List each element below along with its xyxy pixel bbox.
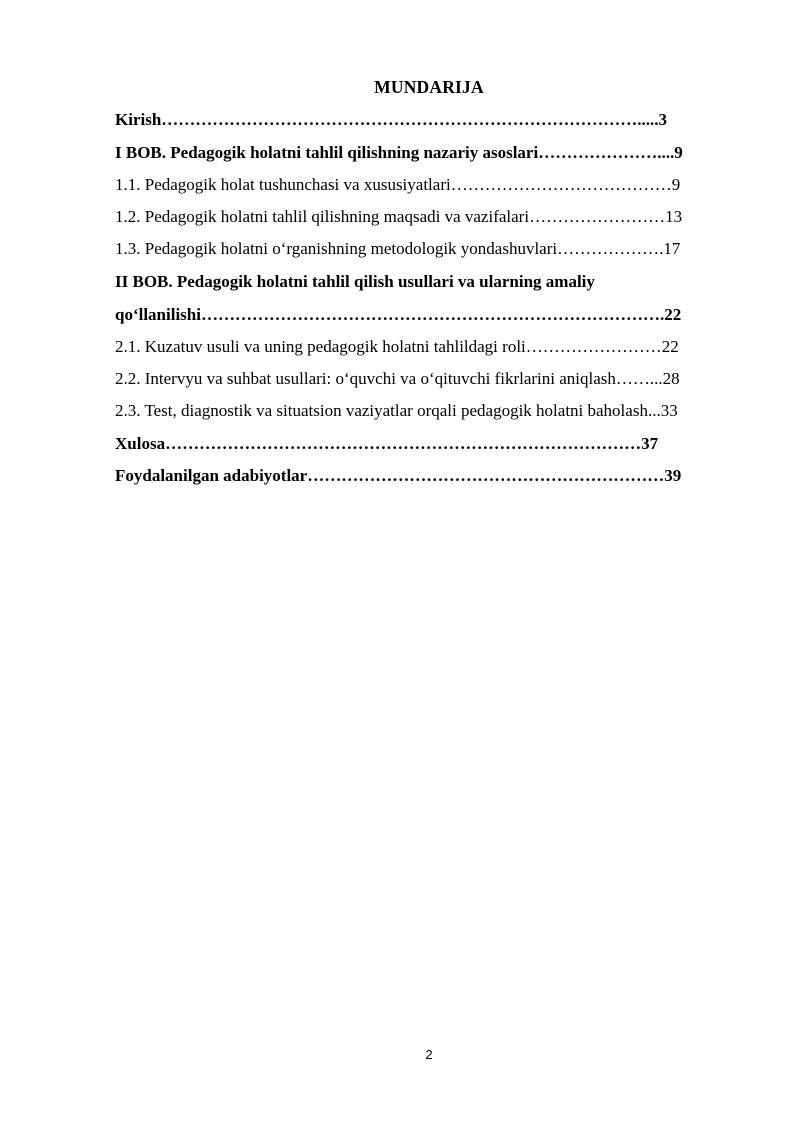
toc-page-number: 17 xyxy=(663,239,681,258)
toc-entry-text: Foydalanilgan adabiyotlar xyxy=(115,466,308,485)
toc-entry-text: Kirish xyxy=(115,110,162,129)
toc-entry-text: 2.1. Kuzatuv usuli va uning pedagogik holatni tahlildagi roli xyxy=(115,337,526,356)
toc-entry-text: 1.2. Pedagogik holatni tahlil qilishning maqsadi va vazifalari xyxy=(115,207,530,226)
toc-entry-2-3[interactable] xyxy=(115,400,741,422)
toc-entry-text: 2.2. Intervyu va suhbat usullari: o‘quvchi va o‘qituvchi fikrlarini aniqlash xyxy=(115,369,616,388)
toc-entry-text: qo‘llanilishi xyxy=(115,305,201,324)
toc-leader-dots: ... xyxy=(647,401,661,420)
toc-page-number: 3 xyxy=(658,110,668,129)
toc-entry-xulosa[interactable] xyxy=(115,433,741,455)
page-title: MUNDARIJA xyxy=(374,77,484,97)
toc-leader-dots: ……... xyxy=(615,369,663,388)
toc-entry-chapter-2-line-2[interactable] xyxy=(115,304,741,326)
toc-page-number: 39 xyxy=(664,466,682,485)
toc-leader-dots: ………………….... xyxy=(538,143,675,162)
toc-page-number: 9 xyxy=(674,143,683,162)
toc-entry-kirish[interactable] xyxy=(115,109,741,131)
page-number: 2 xyxy=(425,1047,433,1062)
toc-entry-1-1[interactable] xyxy=(115,174,741,196)
toc-entry-1-3[interactable] xyxy=(115,238,741,260)
toc-entry-adabiyotlar[interactable] xyxy=(115,465,741,487)
toc-entry-text: 2.3. Test, diagnostik va situatsion vaziyatlar orqali pedagogik holatni baholash xyxy=(115,401,648,420)
toc-entry-1-2[interactable] xyxy=(115,206,741,228)
toc-leader-dots: ………………………………………………………………………. xyxy=(200,305,665,324)
toc-entry-2-1[interactable] xyxy=(115,336,741,358)
toc-leader-dots: …………………………………………………………………………..... xyxy=(161,110,659,129)
toc-page-number: 37 xyxy=(641,434,659,453)
toc-leader-dots: ………………. xyxy=(557,239,664,258)
toc-page-number: 28 xyxy=(662,369,680,388)
toc-page-number: 9 xyxy=(671,175,681,194)
toc-entry-text: II BOB. Pedagogik holatni tahlil qilish usullari va ularning amaliy xyxy=(115,272,595,291)
toc-page-number: 22 xyxy=(661,337,679,356)
toc-entry-text: 1.3. Pedagogik holatni o‘rganishning metodologik yondashuvlari xyxy=(115,239,558,258)
toc-entry-text: 1.1. Pedagogik holat tushunchasi va xususiyatlari xyxy=(115,175,451,194)
toc-page-number: 22 xyxy=(664,305,682,324)
toc-leader-dots: ……………………………………………………… xyxy=(307,466,665,485)
toc-entry-text: I BOB. Pedagogik holatni tahlil qilishning nazariy asoslari xyxy=(115,143,539,162)
toc-entry-2-2[interactable] xyxy=(115,368,741,390)
toc-page-number: 13 xyxy=(665,207,683,226)
toc-entry-chapter-1[interactable] xyxy=(115,142,741,164)
toc-leader-dots: …………………… xyxy=(525,337,662,356)
toc-page-number: 33 xyxy=(660,401,678,420)
toc-entry-chapter-2-line-1[interactable] xyxy=(115,271,741,293)
toc-leader-dots: …………………… xyxy=(529,207,666,226)
toc-entry-text: Xulosa xyxy=(115,434,166,453)
toc-leader-dots: ………………………………………………………………………… xyxy=(165,434,642,453)
toc-leader-dots: ………………………………… xyxy=(450,175,672,194)
